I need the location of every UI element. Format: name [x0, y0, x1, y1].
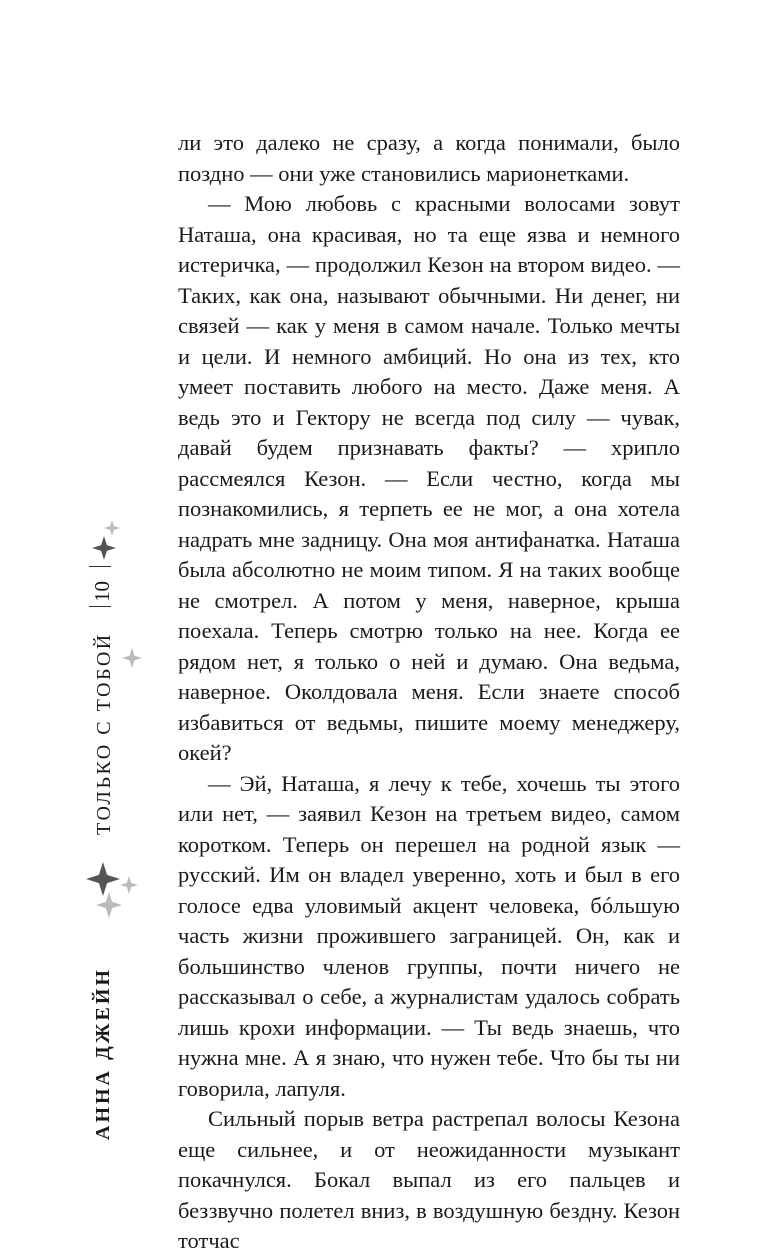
star-icon [96, 892, 122, 918]
running-title: ТОЛЬКО С ТОБОЙ [93, 632, 115, 835]
star-icon [122, 648, 142, 668]
page-number-rule-bottom [89, 606, 111, 607]
star-icon [92, 536, 116, 560]
body-text [178, 128, 680, 1257]
star-icon [104, 520, 120, 536]
paragraph-continuation: ли это далеко не сразу, а когда понимали, было поздно — они уже становились марионетками. [178, 130, 680, 186]
paragraph-wind: Сильный порыв ветра растрепал волосы Кезона еще сильнее, и от неожиданности музыкант покачнулся. Бокал выпал из его пальцев и беззвучно полетел вниз, в воздушную бездну. Кезон тотчас [178, 1106, 680, 1253]
author-name: АННА ДЖЕЙН [92, 967, 114, 1140]
page-number-rule-top [89, 566, 111, 567]
star-icon [86, 862, 120, 896]
page-number: 10 [90, 581, 114, 602]
paragraph-third-video: — Эй, Наташа, я лечу к тебе, хочешь ты этого или нет, — заявил Кезон на третьем видео, самом коротком. Теперь он перешел на родной язык — русский. Им он владел уверенно, хоть и был в его голосе едва уловимый акцент человека, бóльшую часть жизни прожившего заграницей. Он, как и большинство членов группы, почти ничего не рассказывал о себе, а журналистам удалось собрать лишь крохи информации. — Ты ведь знаешь, что нужна мне. А я знаю, что нужен тебе. Что бы ты ни говорила, лапуля. [178, 770, 680, 1101]
star-icon [120, 876, 138, 894]
paragraph-second-video: — Мою любовь с красными волосами зовут Наташа, она красивая, но та еще язва и немного истеричка, — продолжил Кезон на втором видео. — Таких, как она, называют обычными. Ни денег, ни связей — как у меня в самом начале. Только мечты и цели. И немного амбиций. Но она из тех, кто умеет поставить любого на место. Даже меня. А ведь это и Гектору не всегда под силу — чувак, давай будем признавать факты? — хрипло рассмеялся Кезон. — Если честно, когда мы познакомились, я терпеть ее не мог, а она хотела надрать мне задницу. Она моя антифанатка. Наташа была абсолютно не моим типом. Я на таких вообще не смотрел. А потом у меня, наверное, крыша поехала. Теперь смотрю только на нее. Когда ее рядом нет, я только о ней и думаю. Она ведьма, наверное. Околдовала меня. Если знаете способ избавиться от ведьмы, пишите моему менеджеру, окей? [178, 191, 680, 765]
